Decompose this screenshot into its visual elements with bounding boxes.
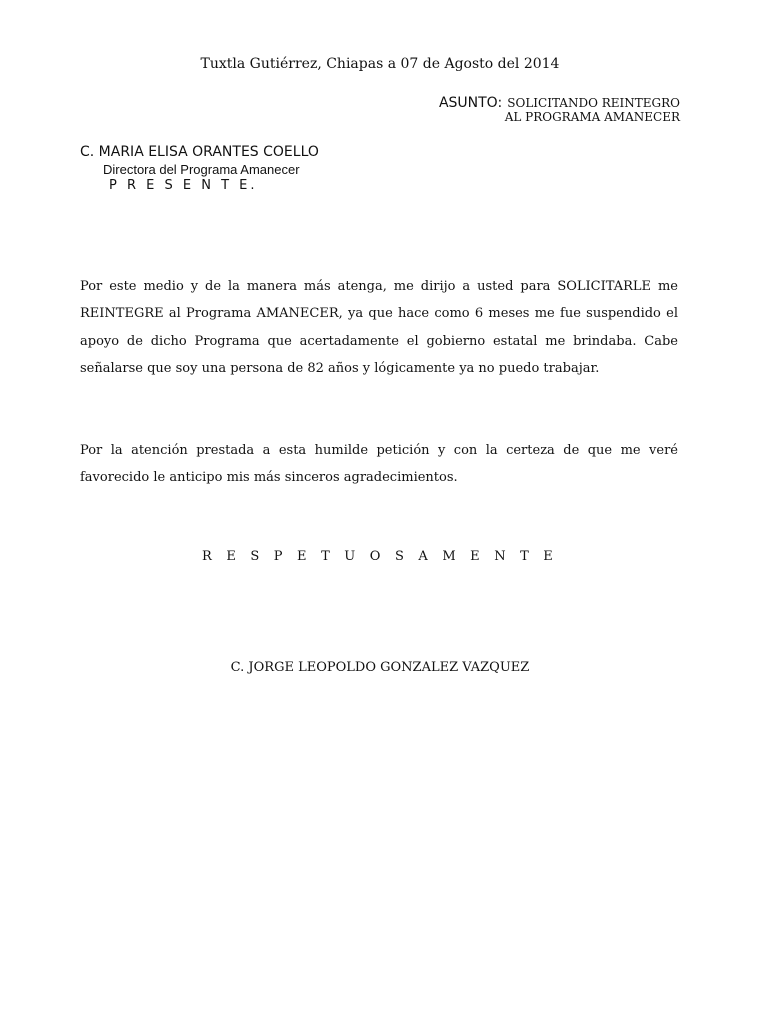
recipient-name: C. MARIA ELISA ORANTES COELLO	[80, 144, 319, 160]
place-date: Tuxtla Gutiérrez, Chiapas a 07 de Agosto del 2014	[200, 56, 560, 72]
signature-name: C. JORGE LEOPOLDO GONZALEZ VAZQUEZ	[230, 660, 530, 675]
subject-line-1	[439, 93, 680, 111]
closing-salutation: R E S P E T U O S A M E N T E	[202, 549, 558, 564]
recipient-title: Directora del Programa Amanecer	[103, 162, 300, 177]
body-paragraph-thanks: Por la atención prestada a esta humilde petición y con la certeza de que me veré favorecido le anticipo mis más sinceros agradecimientos.	[80, 443, 678, 486]
subject-block	[439, 93, 680, 125]
subject-line-2: AL PROGRAMA AMANECER	[504, 110, 680, 125]
subject-text: SOLICITANDO REINTEGRO	[507, 96, 680, 110]
subject-label: ASUNTO:	[438, 95, 503, 111]
body-paragraph-request: Por este medio y de la manera más atenga, me dirijo a usted para SOLICITARLE me REINTEGRE al Programa AMANECER, ya que hace como 6 meses me fue suspendido el apoyo de dicho Programa que acertadamente el gobierno estatal me brindaba. Cabe señalarse que soy una persona de 82 años y lógicamente ya no puedo trabajar.	[80, 279, 678, 376]
presente-label: P R E S E N T E.	[109, 178, 258, 193]
